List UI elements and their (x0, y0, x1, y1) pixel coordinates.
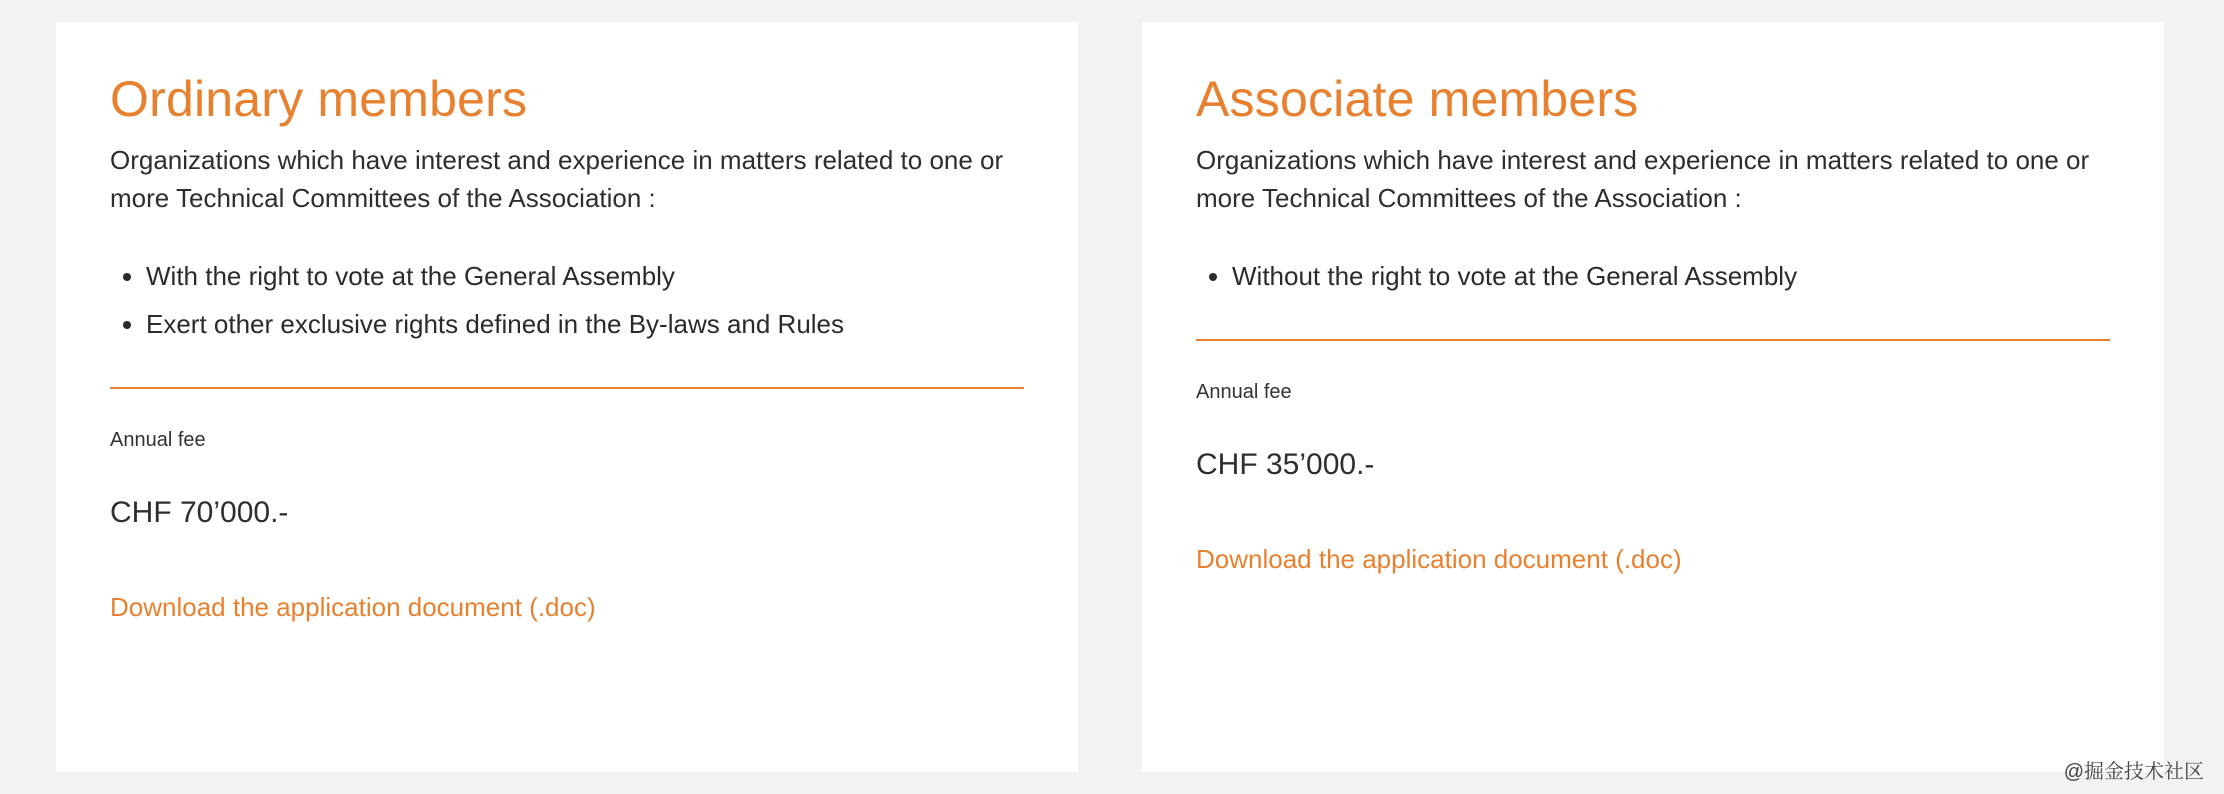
fee-amount: CHF 70’000.- (110, 496, 289, 529)
divider (110, 387, 1024, 389)
benefit-item: • With the right to vote at the General Assembly (146, 257, 1024, 295)
watermark: @掘金技术社区 (2063, 761, 2204, 783)
divider (1196, 339, 2110, 341)
membership-card-associate (1142, 22, 2164, 772)
fee-amount: CHF 35’000.- (1196, 448, 1375, 481)
download-application-link[interactable]: Download the application document (.doc) (1196, 544, 1682, 574)
benefits-list (1196, 257, 2110, 295)
membership-card-ordinary (56, 22, 1078, 772)
card-description: Organizations which have interest and experience in matters related to one or more Technical Committees of the Association : (110, 145, 1004, 213)
fee-label: Annual fee (110, 429, 206, 451)
benefits-list (110, 257, 1024, 343)
fee-label: Annual fee (1196, 381, 1292, 403)
card-title: Ordinary members (110, 71, 528, 127)
benefit-item: • Without the right to vote at the General Assembly (1232, 257, 2110, 295)
card-title: Associate members (1196, 71, 1639, 127)
card-description: Organizations which have interest and experience in matters related to one or more Technical Committees of the Association : (1196, 145, 2090, 213)
download-application-link[interactable]: Download the application document (.doc) (110, 592, 596, 622)
benefit-item: • Exert other exclusive rights defined in the By-laws and Rules (146, 305, 1024, 343)
